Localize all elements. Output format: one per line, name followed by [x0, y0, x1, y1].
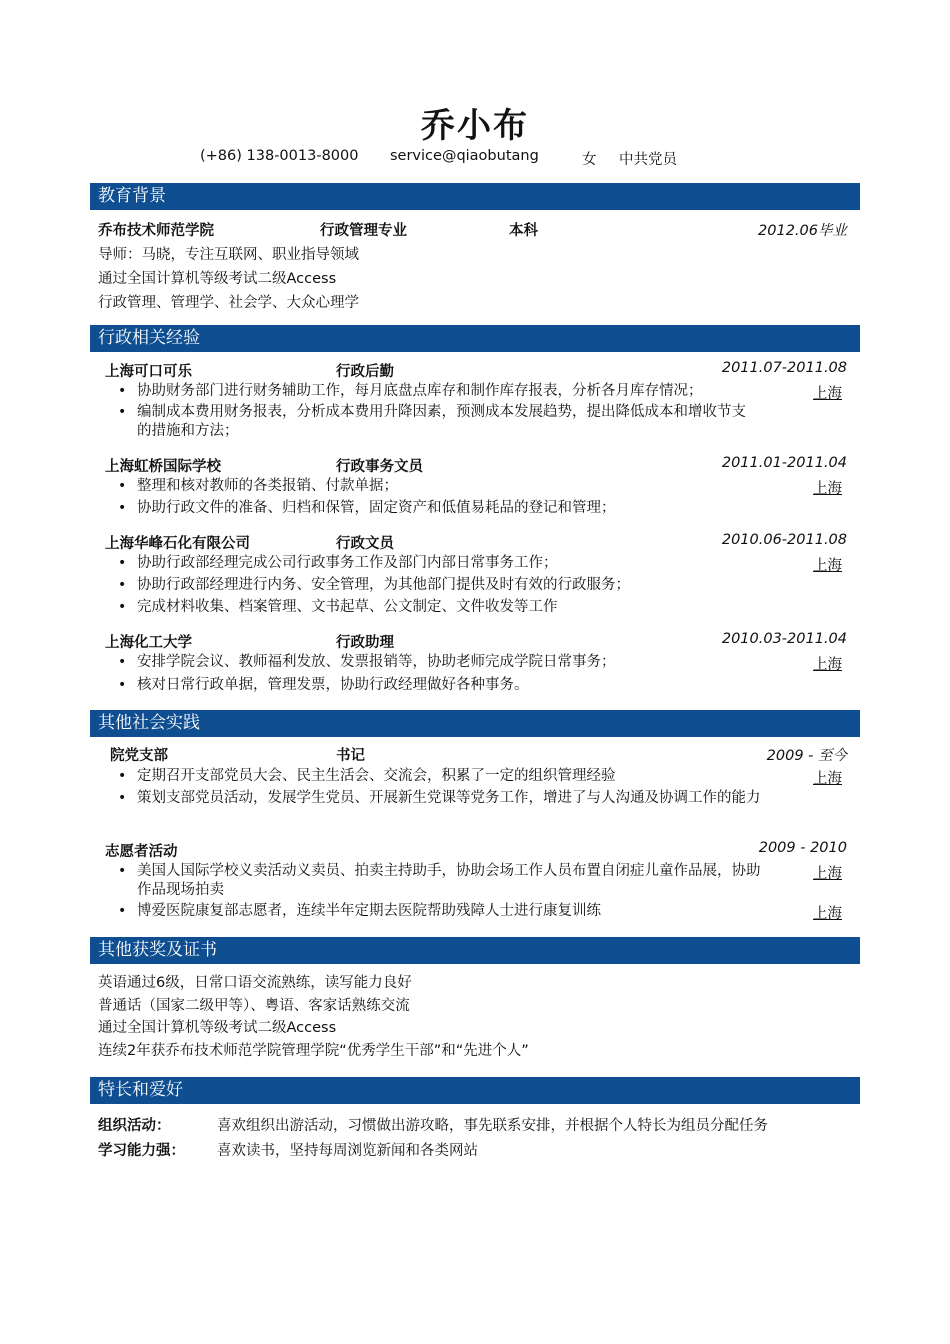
education-school: 乔布技术师范学院 — [98, 223, 214, 239]
job-location: 上海 — [813, 657, 842, 673]
bullet-icon: • — [118, 577, 127, 593]
bullet-icon: • — [118, 790, 127, 806]
bullet-icon: • — [118, 383, 127, 399]
practice-location: 上海 — [813, 906, 842, 922]
job-bullet: 协助行政部经理完成公司行政事务工作及部门内部日常事务工作； — [137, 555, 558, 571]
bullet-icon: • — [118, 768, 127, 784]
job-date: 2010.03-2011.04 — [721, 631, 847, 647]
bullet-icon: • — [118, 599, 127, 615]
job-org: 上海化工大学 — [105, 635, 192, 651]
section-experience-title: 行政相关经验 — [90, 325, 860, 352]
gender: 女 — [582, 152, 597, 168]
phone: (+86) 138-0013-8000 — [200, 148, 359, 164]
bullet-icon: • — [118, 404, 127, 420]
job-bullet: 协助行政部经理进行内务、安全管理，为其他部门提供及时有效的行政服务； — [137, 577, 630, 593]
award-line: 通过全国计算机等级考试二级Access — [98, 1020, 337, 1036]
job-bullet: 编制成本费用财务报表，分析成本费用升降因素，预测成本发展趋势，提出降低成本和增收节支的措施和方法； — [137, 404, 746, 439]
education-line: 导师：马晓，专注互联网、职业指导领域 — [98, 247, 359, 263]
hobby-label: 学习能力强： — [98, 1143, 185, 1159]
job-role: 行政事务文员 — [336, 459, 423, 475]
job-bullet: 完成材料收集、档案管理、文书起草、公文制定、文件收发等工作 — [137, 599, 558, 615]
bullet-icon: • — [118, 478, 127, 494]
bullet-icon: • — [118, 555, 127, 571]
job-org: 上海华峰石化有限公司 — [105, 536, 250, 552]
job-location: 上海 — [813, 481, 842, 497]
practice-location: 上海 — [813, 771, 842, 787]
job-date: 2010.06-2011.08 — [721, 532, 847, 548]
job-location: 上海 — [813, 558, 842, 574]
practice-bullet: 定期召开支部党员大会、民主生活会、交流会，积累了一定的组织管理经验 — [137, 768, 616, 784]
section-practice-title: 其他社会实践 — [90, 710, 860, 737]
job-bullet: 整理和核对教师的各类报销、付款单据； — [137, 478, 398, 494]
hobby-label: 组织活动： — [98, 1118, 171, 1134]
bullet-icon: • — [118, 500, 127, 516]
job-role: 行政助理 — [336, 635, 394, 651]
section-education-title: 教育背景 — [90, 183, 860, 210]
practice-org: 院党支部 — [110, 748, 168, 764]
job-bullet: 核对日常行政单据，管理发票，协助行政经理做好各种事务。 — [137, 677, 529, 693]
political-status: 中共党员 — [619, 152, 677, 168]
job-role: 行政文员 — [336, 536, 394, 552]
bullet-icon: • — [118, 903, 127, 919]
education-degree: 本科 — [509, 223, 538, 239]
candidate-name: 乔小布 — [421, 106, 529, 146]
bullet-icon: • — [118, 677, 127, 693]
award-line: 普通话（国家二级甲等）、粤语、客家话熟练交流 — [98, 998, 410, 1014]
job-role: 行政后勤 — [336, 364, 394, 380]
section-awards-title: 其他获奖及证书 — [90, 937, 860, 964]
practice-bullet: 美国人国际学校义卖活动义卖员、拍卖主持助手，协助会场工作人员布置自闭症儿童作品展，协助作品现场拍卖 — [137, 863, 761, 898]
practice-location: 上海 — [813, 866, 842, 882]
practice-role: 书记 — [336, 748, 365, 764]
job-bullet: 安排学院会议、教师福利发放、发票报销等，协助老师完成学院日常事务； — [137, 654, 616, 670]
job-org: 上海虹桥国际学校 — [105, 459, 221, 475]
job-location: 上海 — [813, 386, 842, 402]
hobby-text: 喜欢组织出游活动，习惯做出游攻略，事先联系安排，并根据个人特长为组员分配任务 — [217, 1118, 768, 1134]
job-date: 2011.01-2011.04 — [721, 455, 847, 471]
job-date: 2011.07-2011.08 — [721, 360, 847, 376]
practice-org: 志愿者活动 — [105, 844, 178, 860]
job-bullet: 协助财务部门进行财务辅助工作，每月底盘点库存和制作库存报表，分析各月库存情况； — [137, 383, 703, 399]
award-line: 英语通过6级，日常口语交流熟练，读写能力良好 — [98, 975, 412, 991]
education-date: 2012.06毕业 — [758, 223, 847, 239]
job-bullet: 协助行政文件的准备、归档和保管，固定资产和低值易耗品的登记和管理； — [137, 500, 616, 516]
practice-bullet: 策划支部党员活动，发展学生党员、开展新生党课等党务工作，增进了与人沟通及协调工作的能力 — [137, 790, 761, 806]
section-hobbies-title: 特长和爱好 — [90, 1077, 860, 1104]
education-line: 通过全国计算机等级考试二级Access — [98, 271, 337, 287]
job-org: 上海可口可乐 — [105, 364, 192, 380]
practice-date: 2009 - 至今 — [766, 748, 847, 764]
education-line: 行政管理、管理学、社会学、大众心理学 — [98, 295, 359, 311]
education-major: 行政管理专业 — [320, 223, 407, 239]
practice-bullet: 博爱医院康复部志愿者，连续半年定期去医院帮助残障人士进行康复训练 — [137, 903, 601, 919]
bullet-icon: • — [118, 654, 127, 670]
bullet-icon: • — [118, 863, 127, 879]
hobby-text: 喜欢读书，坚持每周浏览新闻和各类网站 — [217, 1143, 478, 1159]
practice-date: 2009 - 2010 — [758, 840, 847, 856]
award-line: 连续2年获乔布技术师范学院管理学院“优秀学生干部”和“先进个人” — [98, 1043, 529, 1059]
email: service@qiaobutang — [390, 148, 539, 164]
